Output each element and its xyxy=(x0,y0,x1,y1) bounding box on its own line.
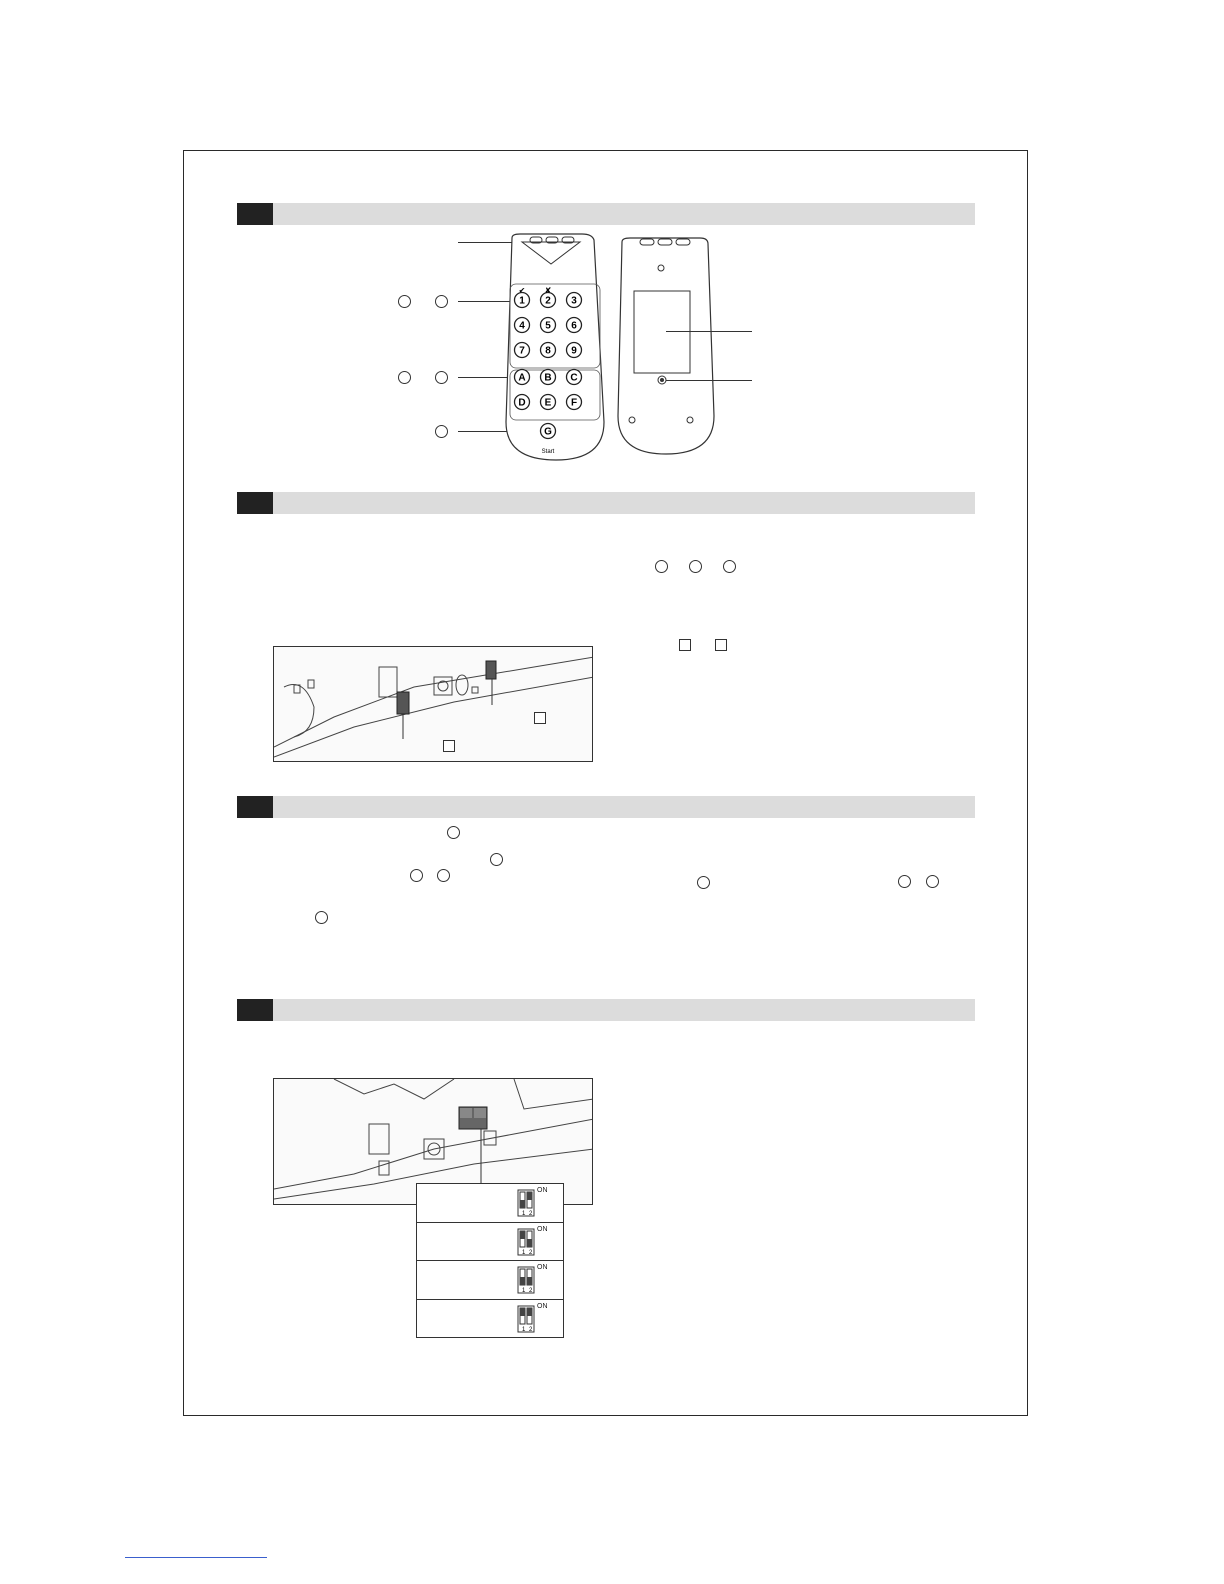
key-label: 3 xyxy=(571,295,577,307)
key-label: 1 xyxy=(519,295,525,307)
circuit-board-photo xyxy=(273,646,593,762)
callout-circle xyxy=(435,371,448,384)
callout-circle xyxy=(435,425,448,438)
svg-text:2: 2 xyxy=(529,1211,533,1217)
leader-line xyxy=(666,380,752,381)
dip-row xyxy=(417,1300,563,1339)
callout-circle xyxy=(655,560,668,573)
callout-circle xyxy=(723,560,736,573)
callout-circle xyxy=(398,295,411,308)
callout-circle xyxy=(437,869,450,882)
svg-text:2: 2 xyxy=(529,1326,533,1333)
section-bar-2 xyxy=(237,492,975,514)
section-tab xyxy=(237,999,273,1021)
dip-on-label: ON xyxy=(537,1302,548,1310)
callout-circle xyxy=(410,869,423,882)
callout-circle xyxy=(435,295,448,308)
key-label: 7 xyxy=(519,345,525,357)
key-label: A xyxy=(518,372,526,384)
dip-row xyxy=(417,1261,563,1300)
callout-circle xyxy=(447,826,460,839)
svg-text:1: 1 xyxy=(522,1249,526,1256)
callout-square xyxy=(715,639,727,651)
key-label: 5 xyxy=(545,320,551,332)
section-tab xyxy=(237,203,273,225)
section-bar-3 xyxy=(237,796,975,818)
check-mark-icon: ✔ xyxy=(518,286,526,295)
callout-circle xyxy=(898,875,911,888)
section-tab xyxy=(237,492,273,514)
callout-circle xyxy=(490,853,503,866)
key-label: 8 xyxy=(545,345,551,357)
key-label: E xyxy=(544,397,552,409)
section-bar-1 xyxy=(237,203,975,225)
callout-circle xyxy=(315,911,328,924)
svg-text:2: 2 xyxy=(529,1288,533,1294)
keypad-front-illustration xyxy=(500,232,610,464)
footer-link-underline[interactable] xyxy=(125,1557,267,1558)
key-label: 9 xyxy=(571,345,577,357)
key-label: 2 xyxy=(545,295,551,307)
dip-switch-icon xyxy=(517,1304,537,1334)
dip-switch-icon xyxy=(517,1265,537,1295)
callout-circle xyxy=(697,876,710,889)
dip-row xyxy=(417,1184,563,1223)
dip-on-label: ON xyxy=(537,1225,548,1233)
key-label: G xyxy=(544,426,552,438)
cross-mark-icon: ✘ xyxy=(544,286,552,295)
dip-switch-icon xyxy=(517,1188,537,1218)
dip-on-label: ON xyxy=(537,1264,548,1271)
keypad-back-illustration xyxy=(616,236,716,458)
start-label: Start xyxy=(541,449,555,455)
dip-switch-table xyxy=(416,1183,564,1338)
dip-on-label: ON xyxy=(537,1187,548,1194)
key-label: C xyxy=(570,372,578,384)
callout-circle xyxy=(926,875,939,888)
key-label: F xyxy=(570,397,578,409)
dip-switch-icon xyxy=(517,1227,537,1257)
key-label: D xyxy=(518,397,526,409)
svg-text:1: 1 xyxy=(522,1326,526,1333)
callout-circle xyxy=(689,560,702,573)
section-bar-4 xyxy=(237,999,975,1021)
svg-text:1: 1 xyxy=(522,1211,526,1217)
key-label: B xyxy=(544,372,552,384)
callout-circle xyxy=(398,371,411,384)
svg-text:2: 2 xyxy=(529,1249,533,1256)
section-tab xyxy=(237,796,273,818)
leader-line xyxy=(666,331,752,332)
dip-row xyxy=(417,1223,563,1262)
callout-square xyxy=(534,712,546,724)
callout-square xyxy=(443,740,455,752)
key-label: 6 xyxy=(571,320,577,332)
key-label: 4 xyxy=(519,320,525,332)
svg-text:1: 1 xyxy=(522,1288,526,1294)
callout-square xyxy=(679,639,691,651)
